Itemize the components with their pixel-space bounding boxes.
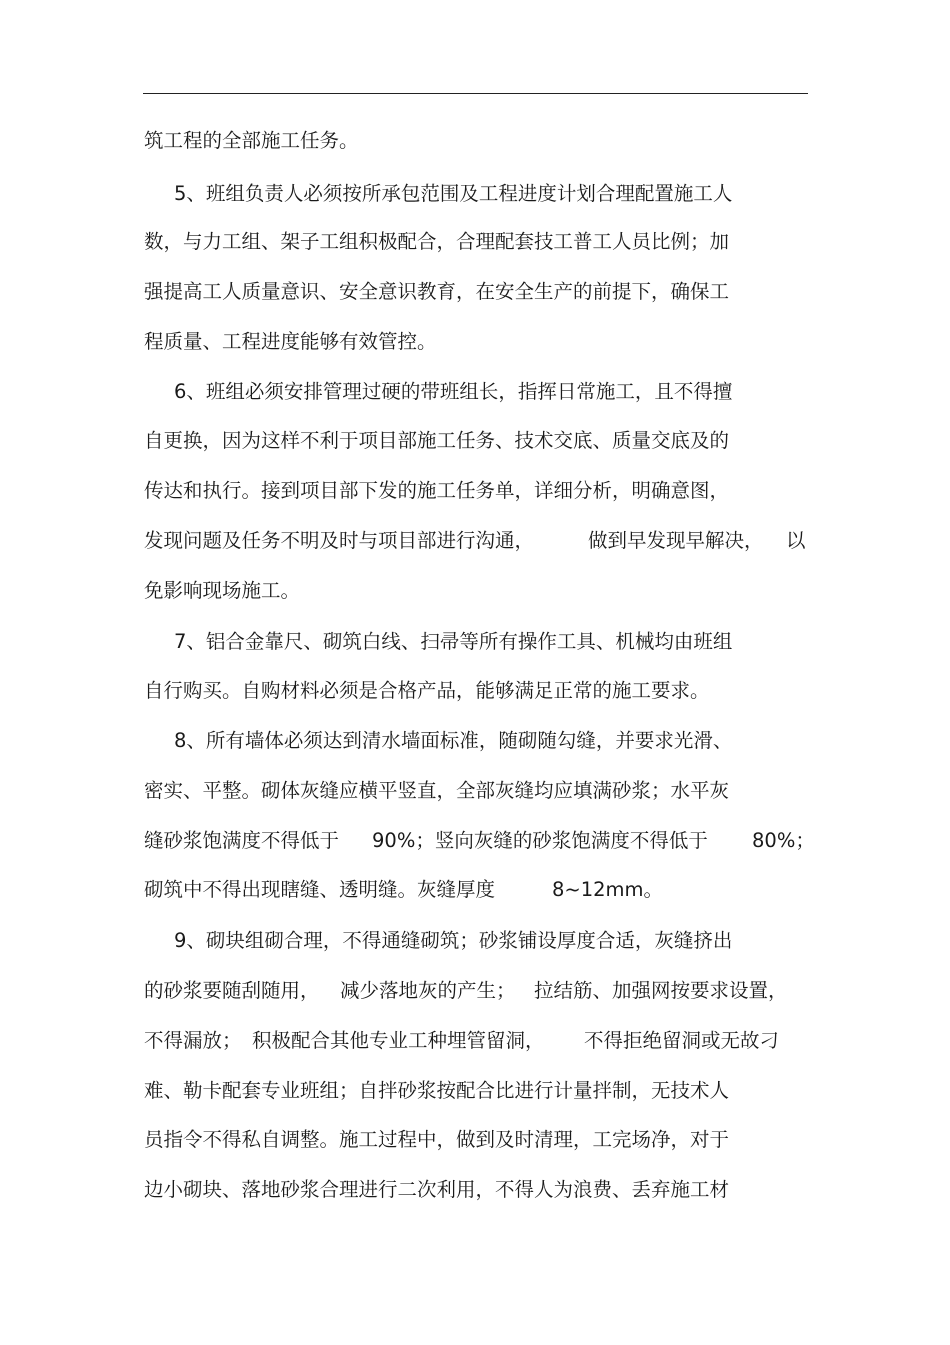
text-line <box>144 875 664 905</box>
text-line: 筑工程的全部施工任务。 <box>144 129 359 152</box>
text-segment: 不得漏放； <box>144 1029 242 1052</box>
text-line: 自更换，因为这样不利于项目部施工任务、技术交底、质量交底及的 <box>144 429 730 452</box>
text-segment: 减少落地灰的产生； <box>340 979 516 1002</box>
text-segment: 的砂浆要随刮随用， <box>144 979 320 1002</box>
paragraph-5-line-1: 5、班组负责人必须按所承包范围及工程进度计划合理配置施工人 <box>174 182 733 205</box>
text-line <box>144 976 808 1006</box>
text-segment: 以 <box>786 529 806 552</box>
text-line: 难、勒卡配套专业班组；自拌砂浆按配合比进行计量拌制，无技术人 <box>144 1079 730 1102</box>
paragraph-7-line-1: 7、铝合金靠尺、砌筑白线、扫帚等所有操作工具、机械均由班组 <box>174 630 733 653</box>
text-segment: 缝砂浆饱满度不得低于 <box>144 829 340 852</box>
text-line: 免影响现场施工。 <box>144 579 301 602</box>
text-line <box>144 526 808 556</box>
text-line: 自行购买。自购材料必须是合格产品，能够满足正常的施工要求。 <box>144 679 710 702</box>
text-segment: 拉结筋、加强网按要求设置， <box>534 979 788 1002</box>
text-line: 密实、平整。砌体灰缝应横平竖直，全部灰缝均应填满砂浆；水平灰 <box>144 779 730 802</box>
paragraph-6-line-1: 6、班组必须安排管理过硬的带班组长，指挥日常施工，且不得擅 <box>174 380 733 403</box>
text-segment: 做到早发现早解决， <box>588 529 764 552</box>
text-segment: 发现问题及任务不明及时与项目部进行沟通， <box>144 529 535 552</box>
text-segment: 8~12mm。 <box>552 878 664 901</box>
text-line: 传达和执行。接到项目部下发的施工任务单，详细分析，明确意图， <box>144 479 730 502</box>
paragraph-9-line-1: 9、砌块组砌合理，不得通缝砌筑；砂浆铺设厚度合适，灰缝挤出 <box>174 929 733 952</box>
text-line: 数，与力工组、架子工组积极配合，合理配套技工普工人员比例；加 <box>144 230 730 253</box>
paragraph-8-line-1: 8、所有墙体必须达到清水墙面标准，随砌随勾缝，并要求光滑、 <box>174 729 733 752</box>
text-segment: 砌筑中不得出现瞎缝、透明缝。灰缝厚度 <box>144 878 496 901</box>
header-rule <box>143 93 808 94</box>
text-line: 员指令不得私自调整。施工过程中，做到及时清理，工完场净，对于 <box>144 1128 730 1151</box>
text-segment: 90%；竖向灰缝的砂浆饱满度不得低于 <box>372 829 708 852</box>
text-segment: 不得拒绝留洞或无故刁 <box>584 1029 780 1052</box>
text-segment: 积极配合其他专业工种埋管留洞， <box>252 1029 545 1052</box>
text-line: 程质量、工程进度能够有效管控。 <box>144 330 437 353</box>
text-line: 强提高工人质量意识、安全意识教育，在安全生产的前提下，确保工 <box>144 280 730 303</box>
text-line: 边小砌块、落地砂浆合理进行二次利用，不得人为浪费、丢弃施工材 <box>144 1178 730 1201</box>
text-segment: 80%； <box>752 829 815 852</box>
text-line <box>144 1026 808 1056</box>
text-line <box>144 826 815 856</box>
